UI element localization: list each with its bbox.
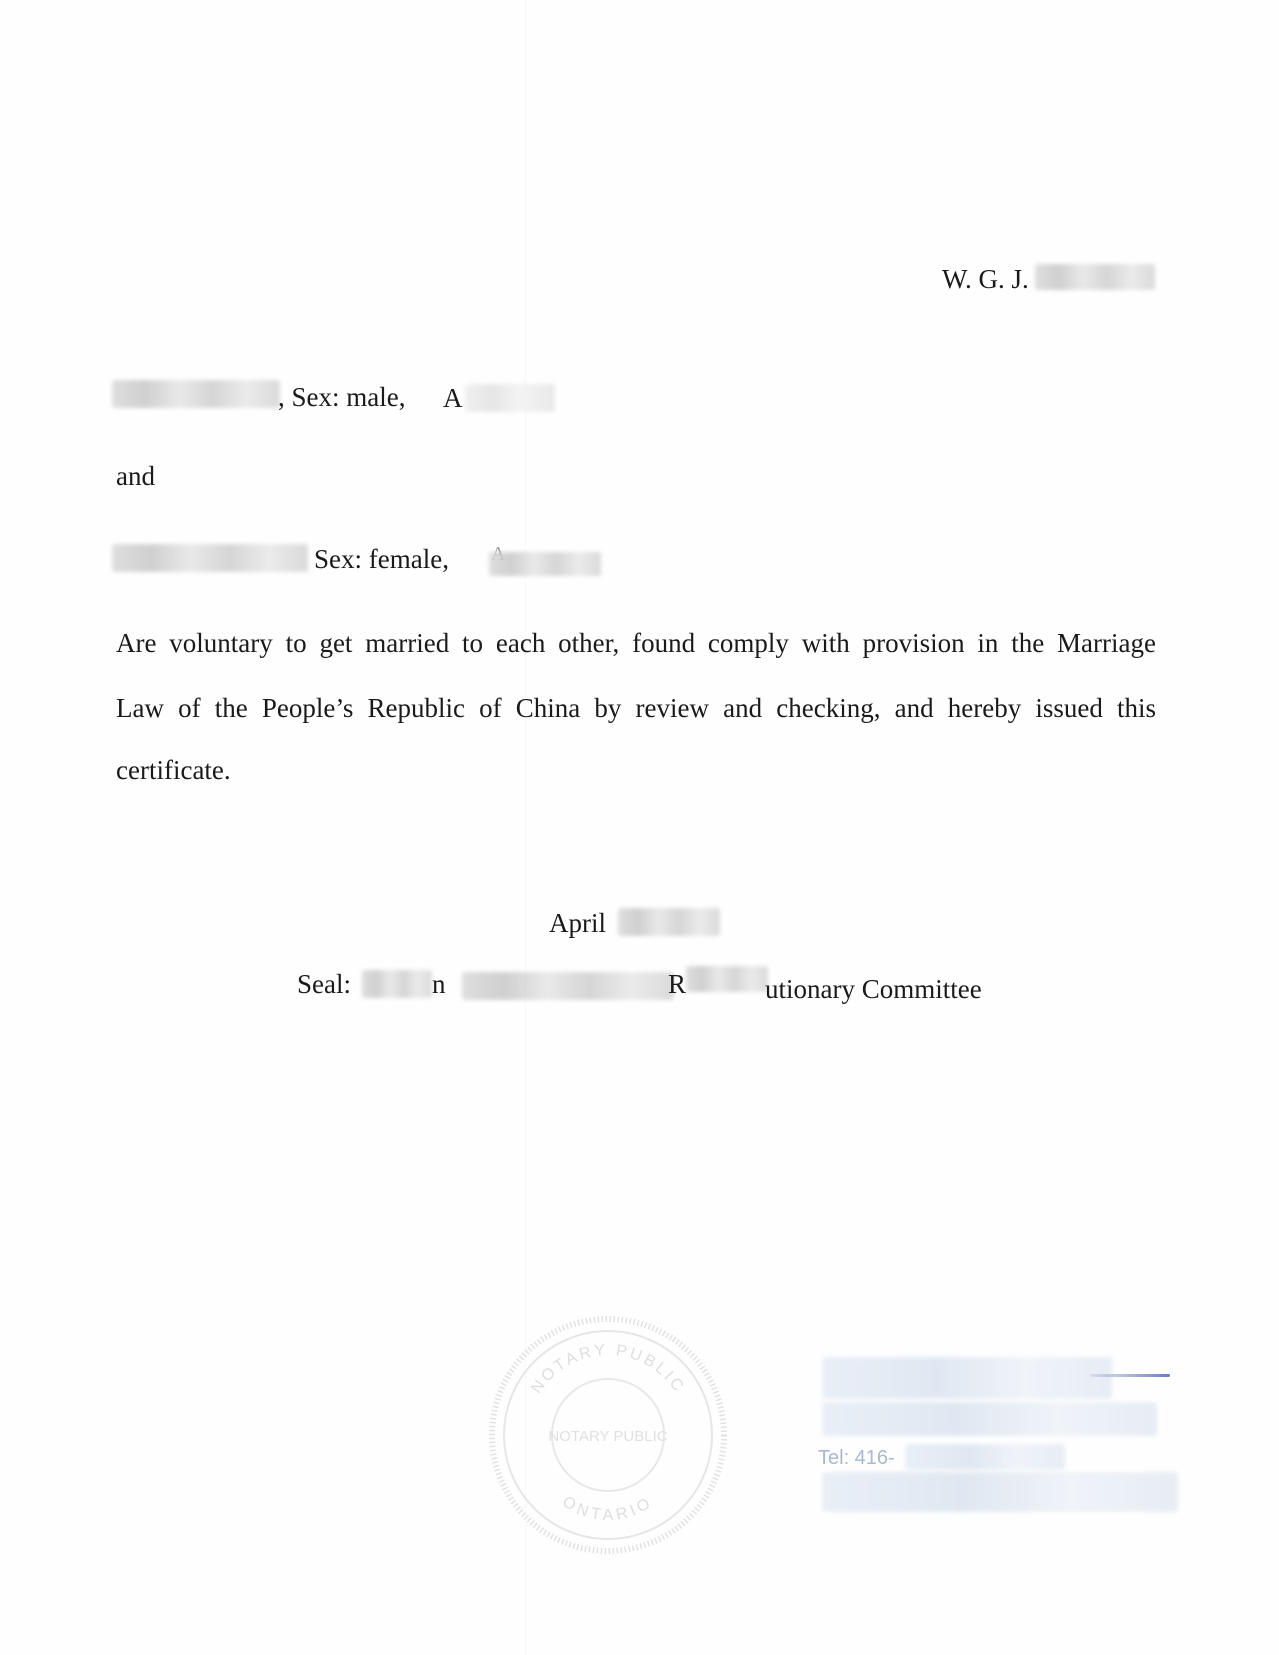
redacted-reference-number — [1035, 264, 1155, 290]
issue-date-label: April — [549, 908, 606, 938]
signature-pen-stroke — [1090, 1374, 1170, 1377]
notary-embossed-seal — [488, 1315, 728, 1555]
seal-fragment-n: n — [432, 969, 446, 999]
redacted-stamp-line-2 — [822, 1402, 1157, 1436]
redacted-stamp-phone — [905, 1444, 1065, 1470]
seal-top-text: NOTARY PUBLIC — [528, 1341, 688, 1397]
redacted-groom-name — [112, 380, 280, 408]
conjunction-and: and — [116, 461, 155, 491]
seal-committee-text: utionary Committee — [765, 974, 982, 1004]
stamp-telephone: Tel: 416- — [818, 1447, 895, 1469]
redacted-seal-part-1 — [362, 970, 432, 998]
redacted-groom-age — [465, 384, 555, 412]
reference-number — [942, 266, 1029, 293]
redacted-seal-part-2 — [462, 972, 674, 1000]
redacted-bride-age — [489, 552, 601, 576]
redacted-bride-name — [112, 544, 308, 572]
groom-sex-label: , Sex: male, — [278, 382, 406, 412]
seal-label: Seal: — [297, 969, 351, 999]
body-line-3: certificate. — [116, 755, 231, 785]
redacted-seal-part-3 — [686, 966, 768, 992]
body-line-2: Law of the People’s Republic of China by review and checking, and hereby issued this — [116, 693, 1156, 723]
seal-middle-text: NOTARY PUBLIC — [548, 1428, 668, 1445]
reference-prefix: W. G. J. — [942, 264, 1029, 294]
seal-fragment-r: R — [668, 969, 687, 999]
redacted-issue-date — [618, 908, 720, 936]
redacted-stamp-line-1 — [822, 1357, 1112, 1399]
body-line-1: Are voluntary to get married to each other, found comply with provision in the Marriage — [116, 628, 1156, 658]
seal-bottom-text: ONTARIO — [559, 1493, 657, 1525]
bride-sex-label: Sex: female, — [314, 544, 449, 574]
groom-age-label: A — [443, 383, 463, 413]
redacted-stamp-line-3 — [822, 1472, 1178, 1512]
